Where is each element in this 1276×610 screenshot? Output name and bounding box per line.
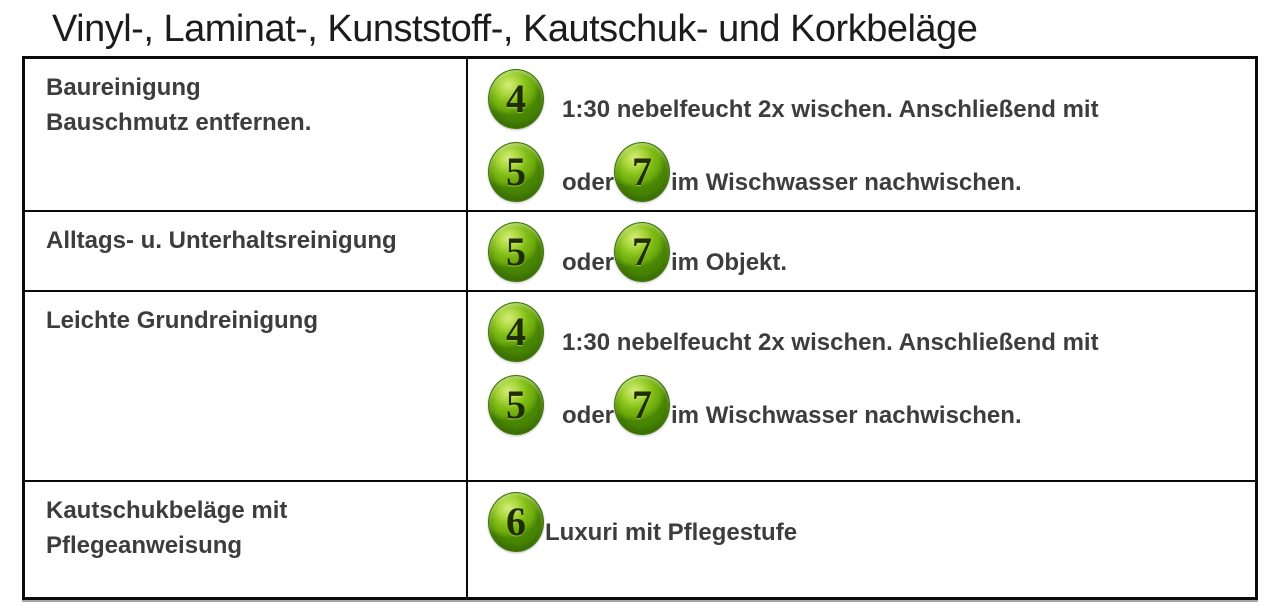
task-cell (25, 59, 468, 210)
task-text: Pflegeanweisung (46, 532, 243, 559)
instruction-text: 1:30 nebelfeucht 2x wischen. Anschließend mit (562, 329, 1099, 356)
instruction-line (488, 142, 1245, 202)
instruction-text: oder (562, 402, 615, 429)
product-7-ball-icon: 7 (614, 142, 670, 202)
product-5-ball-icon: 5 (488, 375, 544, 435)
task-text: Alltags- u. Unterhaltsreinigung (46, 227, 397, 254)
product-4-ball-icon: 4 (488, 302, 544, 362)
instruction-text: oder (562, 249, 615, 276)
instruction-line (488, 222, 1245, 282)
instruction-line (488, 492, 1245, 552)
instruction-line (488, 69, 1245, 129)
cleaning-instructions-table (22, 56, 1258, 600)
task-text: Baureinigung (46, 74, 201, 101)
instruction-line (488, 302, 1245, 362)
table-row (25, 290, 1255, 480)
product-7-ball-icon: 7 (614, 375, 670, 435)
instruction-cell (468, 59, 1255, 210)
instruction-text: 1:30 nebelfeucht 2x wischen. Anschließend mit (562, 96, 1099, 123)
product-5-ball-icon: 5 (488, 222, 544, 282)
product-4-ball-icon: 4 (488, 69, 544, 129)
instruction-text: im Wischwasser nachwischen. (671, 169, 1022, 196)
table-row (25, 480, 1255, 597)
table-row (25, 59, 1255, 210)
instruction-text: Luxuri mit Pflegestufe (545, 519, 798, 546)
instruction-text: im Objekt. (671, 249, 788, 276)
product-6-ball-icon: 6 (488, 492, 544, 552)
instruction-cell (468, 292, 1255, 480)
instruction-text: im Wischwasser nachwischen. (671, 402, 1022, 429)
product-7-ball-icon: 7 (614, 222, 670, 282)
task-cell (25, 212, 468, 290)
task-text: Bauschmutz entfernen. (46, 109, 312, 136)
instruction-cell (468, 482, 1255, 597)
product-5-ball-icon: 5 (488, 142, 544, 202)
task-text: Leichte Grundreinigung (46, 307, 319, 334)
instruction-line (488, 375, 1245, 435)
instruction-text: oder (562, 169, 615, 196)
task-text: Kautschukbeläge mit (46, 497, 288, 524)
table-row (25, 210, 1255, 290)
task-cell (25, 292, 468, 480)
page-title: Vinyl-, Laminat-, Kunststoff-, Kautschuk- und Korkbeläge (52, 8, 978, 50)
instruction-cell (468, 212, 1255, 290)
task-cell (25, 482, 468, 597)
